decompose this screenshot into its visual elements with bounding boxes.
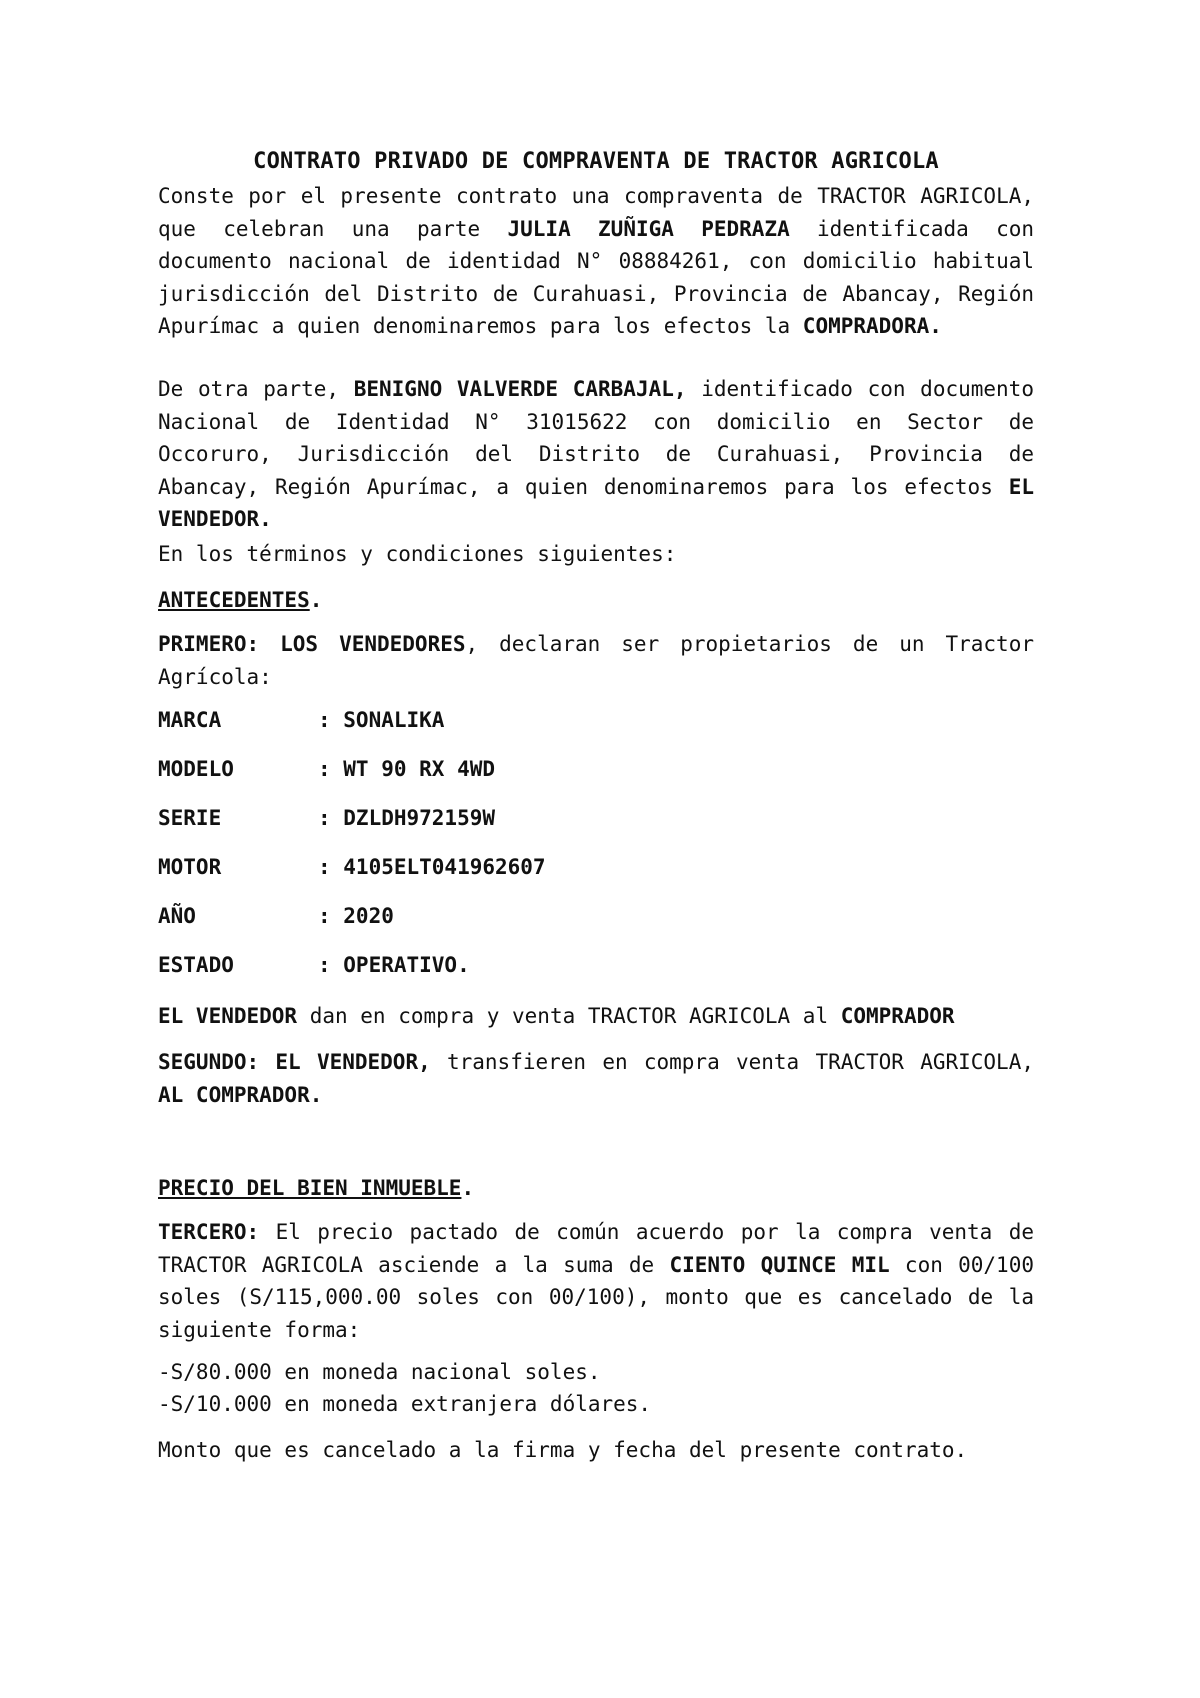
buyer-name: JULIA ZUÑIGA PEDRAZA: [507, 216, 790, 241]
clause-primero-label: PRIMERO: LOS VENDEDORES: [158, 632, 466, 656]
seller-name: BENIGNO VALVERDE CARBAJAL,: [353, 377, 687, 401]
heading-antecedentes: ANTECEDENTES.: [158, 588, 323, 612]
seller-role: EL VENDEDOR.: [158, 474, 1034, 532]
payment-line: -S/80.000 en moneda nacional soles.: [158, 1360, 601, 1384]
spec-row: MARCA : SONALIKA: [158, 708, 445, 732]
clause-tercero: TERCERO: El precio pactado de común acuerdo por la compra venta de TRACTOR AGRICOLA asciende a la suma de CIENTO QUINCE MIL con 00/100 soles (S/115,000.00 soles con 00/100), monto que es cancelado de la siguiente forma:: [158, 1220, 1034, 1342]
paragraph-compradora: Conste por el presente contrato una compraventa de TRACTOR AGRICOLA, que celebran una parte JULIA ZUÑIGA PEDRAZA identificada con documento nacional de identidad N° 08884261, con domicilio habitual jurisdicción del Distrito de Curahuasi, Provincia de Abancay, Región Apurímac a quien denominaremos para los efectos la COMPRADORA.: [158, 184, 1034, 339]
spec-row: SERIE : DZLDH972159W: [158, 806, 496, 830]
heading-precio: PRECIO DEL BIEN INMUEBLE.: [158, 1176, 475, 1200]
spec-row: MODELO : WT 90 RX 4WD: [158, 757, 496, 781]
page-title: CONTRATO PRIVADO DE COMPRAVENTA DE TRACTOR AGRICOLA: [253, 149, 939, 174]
spec-row: AÑO : 2020: [158, 904, 394, 928]
paragraph-closing: Monto que es cancelado a la firma y fecha del presente contrato.: [158, 1438, 968, 1462]
paragraph-terminos: En los términos y condiciones siguientes:: [158, 542, 677, 566]
price-amount: CIENTO QUINCE MIL: [669, 1252, 890, 1277]
clause-tercero-label: TERCERO:: [158, 1220, 260, 1244]
clause-segundo: SEGUNDO: EL VENDEDOR, transfieren en compra venta TRACTOR AGRICOLA, AL COMPRADOR.: [158, 1050, 1034, 1107]
spec-row: MOTOR : 4105ELT041962607: [158, 855, 546, 879]
payment-line: -S/10.000 en moneda extranjera dólares.: [158, 1392, 652, 1416]
spec-row: ESTADO : OPERATIVO.: [158, 953, 470, 977]
paragraph-vendedor: De otra parte, BENIGNO VALVERDE CARBAJAL, identificado con documento Nacional de Identidad N° 31015622 con domicilio en Sector de Occoruro, Jurisdicción del Distrito de Curahuasi, Provincia de Abancay, Región Apurímac, a quien denominaremos para los efectos EL VENDEDOR.: [158, 377, 1034, 532]
buyer-role: COMPRADORA.: [802, 314, 942, 339]
paragraph-transfer: EL VENDEDOR dan en compra y venta TRACTOR AGRICOLA al COMPRADOR: [158, 1004, 955, 1028]
clause-segundo-label: SEGUNDO: EL VENDEDOR,: [158, 1050, 431, 1074]
clause-primero: PRIMERO: LOS VENDEDORES, declaran ser propietarios de un Tractor Agrícola:: [158, 632, 1034, 689]
